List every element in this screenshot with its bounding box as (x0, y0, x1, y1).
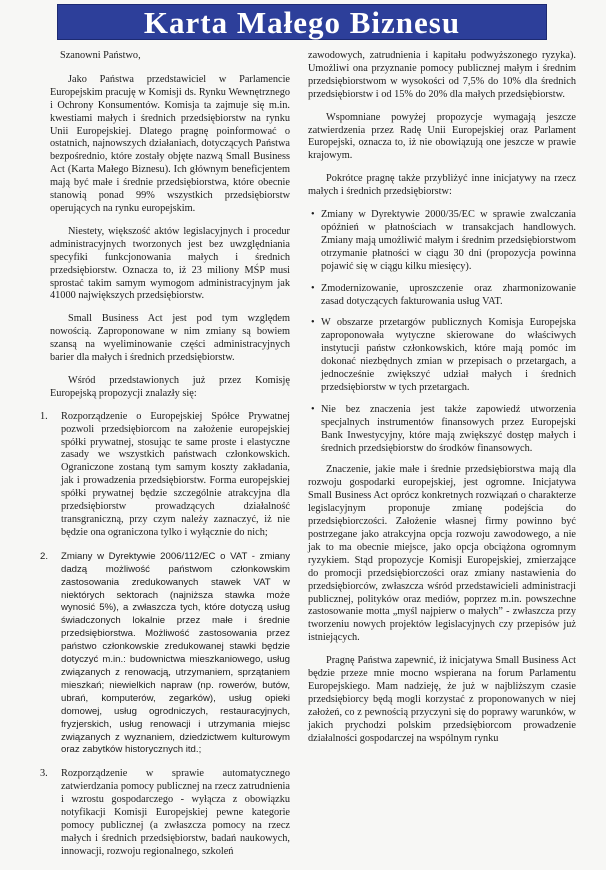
paragraph-continuation: zawodowych, zatrudnienia i kapitału podwyższonego ryzyka). Umożliwi ona przyznanie pomocy publicznej małym i średnim przedsiębiorstwom w wysokości od 7,5% do 10% dla średnich przedsiębiorstw i od 15% do 20% dla małych przedsiębiorstw. (308, 50, 576, 100)
bullet-text: Nie bez znaczenia jest także zapowiedź utworzenia specjalnych instrumentów finansowych przez Europejski Bank Inwestycyjny, które mają zwiększyć dostęp małych i średnich przedsiębiorstw do środków finansowych. (321, 403, 576, 454)
right-column (308, 50, 576, 756)
paragraph-significance: Znaczenie, jakie małe i średnie przedsiębiorstwa mają dla rozwoju gospodarki europejskiej, jest ogromne. Inicjatywa Small Business Act oprócz konkretnych rozwiązań o charakterze legislacyjnym proponuje zmianę podejścia do przedsiębiorczości. Założenie własnej firmy powinno być postrzegane jako atrakcyjna opcja rozwoju zawodowego, a nie jak to ma obecnie miejsce, jako opcja obciążona ogromnym ryzykiem. Stąd propozycje Komisji Europejskiej, zmierzające do promocji przedsiębiorczości oraz zmiany nastawienia do przedsiębiorców, zwłaszcza wśród przedstawicieli administracji publicznej, polityków oraz mediów, poprzez m.in. powszechne zastosowanie motta „myśl najpierw o małych” - zwłaszcza przy tworzeniu nowych projektów legislacyjnych czy przepisów już istniejących. (308, 464, 576, 644)
bullet-icon: • (311, 403, 315, 415)
bullet-item (308, 209, 576, 274)
page-title: Karta Małego Biznesu (143, 4, 461, 40)
initiatives-list (308, 209, 576, 455)
list-item-text: Rozporządzenie w sprawie automatycznego zatwierdzania pomocy publicznej na rzecz zatrudnienia i wzrostu gospodarczego - wyłącza z obowiązku notyfikacji Komisji Europejskiej pewne kategorie pomocy publicznej (a zwłaszcza pomocy na rzecz małych i średnich przedsiębiorstw, badań naukowych, innowacji, rozwoju regionalnego, szkoleń (61, 768, 290, 857)
greeting: Szanowni Państwo, (60, 50, 141, 61)
bullet-icon: • (311, 209, 315, 221)
list-item-text: Zmiany w Dyrektywie 2006/112/EC o VAT - zmiany dadzą możliwość państwom członkowskim zastosowania zredukowanych stawek VAT w niektórych sektorach (najniższa stawka może wynosić 5%), a zwłaszcza tych, które dotyczą usług świadczonych lokalnie przez małe i średnie przedsiębiorstwa. Możliwość zastosowania przez państwo członkowskie zredukowanej stawki będzie dotyczyć m.in.: budownictwa mieszkaniowego, usług związanych z renowacją, utrzymaniem, sprzątaniem mieszkań; niewielkich napraw (np. rowerów, butów, ubrań, komputerów, zegarków), usług opieki domowej, usług ogrodniczych, restauracyjnych, fryzjerskich, usług renowacji i utrzymania miejsc związanych z wyznaniem, dziedzictwem kulturowym oraz zabytków historycznych itd.; (61, 550, 290, 756)
list-item (40, 768, 290, 858)
proposals-list (40, 410, 290, 859)
paragraph-approval: Wspomniane powyżej propozycje wymagają jeszcze zatwierdzenia przez Radę Unii Europejskiej oraz Parlament Europejski, oznacza to, iż nie obowiązują one jeszcze w prawie krajowym. (308, 111, 576, 162)
left-column (40, 50, 290, 870)
paragraph-problem: Niestety, większość aktów legislacyjnych i procedur administracyjnych tworzonych jest bez uwzględniania specyfiki funkcjonowania małych i średnich przedsiębiorstw. Oznacza to, iż 23 miliony MŚP musi sprostać takim samym wymogom administracyjnym jak 41000 największych przedsiębiorstw. (50, 225, 290, 302)
list-item-text: Rozporządzenie o Europejskiej Spółce Prywatnej pozwoli przedsiębiorcom na założenie europejskiej spółki prywatnej, stosując te same proste i elastyczne zasady we wszystkich państwach członkowskich. Ograniczone zostaną tym samym koszty zakładania, jak i prowadzenia przedsiębiorstw. Forma europejskiej spółki prywatnej będzie szczególnie atrakcyjna dla przedsiębiorstw prowadzących działalność transgraniczną, przy czym należy zaznaczyć, iż nie będzie ona ograniczona tylko i wyłącznie do nich; (61, 410, 290, 538)
list-item-number: 3. (40, 768, 48, 780)
list-item (40, 550, 290, 758)
bullet-text: Zmodernizowanie, uproszczenie oraz zharmonizowanie zasad dotyczących fakturowania usług VAT. (321, 282, 576, 307)
bullet-item (308, 283, 576, 309)
paragraph-proposals-intro: Wśród przedstawionych już przez Komisję Europejską propozycji znalazły się: (50, 374, 290, 399)
paragraph-closing: Pragnę Państwa zapewnić, iż inicjatywa Small Business Act będzie przeze mnie mocno wspierana na forum Parlamentu Europejskiego. Mam nadzieję, że już w najbliższym czasie przedsiębiorcy będą mogli korzystać z proponowanych w niej założeń, co z pewnością przyczyni się do poprawy warunków, w jakich prychodzi polskim przedsiębiorcom prowadzenie działalności gospodarczej na wspólnym rynku (308, 655, 576, 744)
bullet-icon: • (311, 317, 315, 329)
title-banner (57, 4, 547, 40)
paragraph-novelty: Small Business Act jest pod tym względem nowością. Zaproponowane w nim zmiany są bowiem szansą na wyeliminowanie części administracyjnych barier dla małych i średnich przedsiębiorstw. (50, 313, 290, 364)
bullet-icon: • (311, 282, 315, 294)
bullet-text: Zmiany w Dyrektywie 2000/35/EC w sprawie zwalczania opóźnień w płatnościach w transakcjach handlowych. Zmiany mają umożliwić małym i średnim przedsiębiorstwom otrzymanie płatności w ciągu 30 dni (propozycja powinna pojawić się w ciągu kilku miesięcy). (321, 209, 576, 272)
list-item-number: 1. (40, 410, 48, 422)
bullet-item (308, 404, 576, 456)
paragraph-other-initiatives: Pokrótce pragnę także przybliżyć inne inicjatywy na rzecz małych i średnich przedsiębiorstw: (308, 173, 576, 198)
bullet-item (308, 317, 576, 394)
paragraph-intro: Jako Państwa przedstawiciel w Parlamencie Europejskim pracuję w Komisji ds. Rynku Wewnętrznego i Ochrony Konsumentów. Komisja ta zajmuje się m.in. kwestiami małych i średnich przedsiębiorstw na rynku Unii Europejskiej. Dlatego pragnę poinformować o ostatnich, najnowszych działaniach, dotyczących Państwa bezpośrednio, które zostały objęte nazwą Small Business Act (Karta Małego Biznesu). Ich głównym beneficjentem mają być małe i średnie przedsiębiorstwa, które obecnie stanowią ponad 99% wszystkich przedsiębiorstw operujących na rynku europejskim. (50, 73, 290, 214)
bullet-text: W obszarze przetargów publicznych Komisja Europejska zaproponowała wytyczne skierowane do właściwych instytucji państw członkowskich, które mają pomóc im dokonać niezbędnych zmian w przepisach o przetargach, a jednocześnie zwiększyć udział małych i średnich przedsiębiorstw w tych przetargach. (321, 317, 576, 393)
list-item-number: 2. (40, 550, 49, 562)
list-item (40, 410, 290, 540)
